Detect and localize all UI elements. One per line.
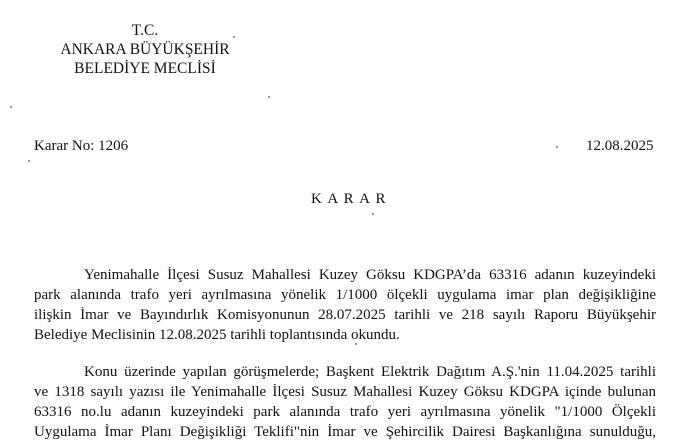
paragraph-line: Uygulama İmar Planı Değişikliği Teklifi"nin İmar ve Şehircilik Dairesi Başkanlığına sunulduğu, <box>34 424 656 440</box>
decision-number: Karar No: 1206 <box>34 138 129 154</box>
paragraph-line: Yenimahalle İlçesi Susuz Mahallesi Kuzey Göksu KDGPA’da 63316 adanın kuzeyindeki <box>84 267 656 283</box>
paragraph-line: ilişkin İmar ve Bayındırlık Komisyonunun 28.07.2025 tarihli ve 218 sayılı Raporu Büyükşehir <box>34 307 656 323</box>
scan-speck <box>28 160 30 162</box>
paragraph-line: Konu üzerinde yapılan görüşmelerde; Başkent Elektrik Dağıtım A.Ş.'nin 11.04.2025 tarihli <box>84 364 656 380</box>
header-municipality: ANKARA BÜYÜKŞEHİR <box>60 41 230 58</box>
paragraph-2 <box>34 362 656 442</box>
paragraph-line: 63316 no.lu adanın kuzeyindeki park alanında trafo yeri ayrılmasına yönelik "1/1000 Ölçekli <box>34 404 656 420</box>
decision-date: 12.08.2025 <box>586 138 654 154</box>
scan-speck <box>372 213 374 215</box>
scan-speck <box>268 96 270 98</box>
paragraph-line: Belediye Meclisinin 12.08.2025 tarihli toplantısında okundu. <box>34 327 400 343</box>
paragraph-1 <box>34 265 656 345</box>
paragraph-line: ve 1318 sayılı yazısı ile Yenimahalle İlçesi Susuz Mahallesi Kuzey Göksu KDGPA içinde bulunan <box>34 384 656 400</box>
scan-speck <box>355 343 357 345</box>
scan-speck <box>233 36 235 38</box>
scan-speck <box>556 146 558 148</box>
header-council: BELEDİYE MECLİSİ <box>74 60 216 77</box>
paragraph-line: park alanında trafo yeri ayrılmasına yönelik 1/1000 ölçekli uygulama imar plan değişikliğine <box>34 287 656 303</box>
header-country: T.C. <box>131 22 159 39</box>
document-header <box>55 21 235 78</box>
scan-speck <box>10 106 12 108</box>
document-title: KARAR <box>311 191 392 207</box>
